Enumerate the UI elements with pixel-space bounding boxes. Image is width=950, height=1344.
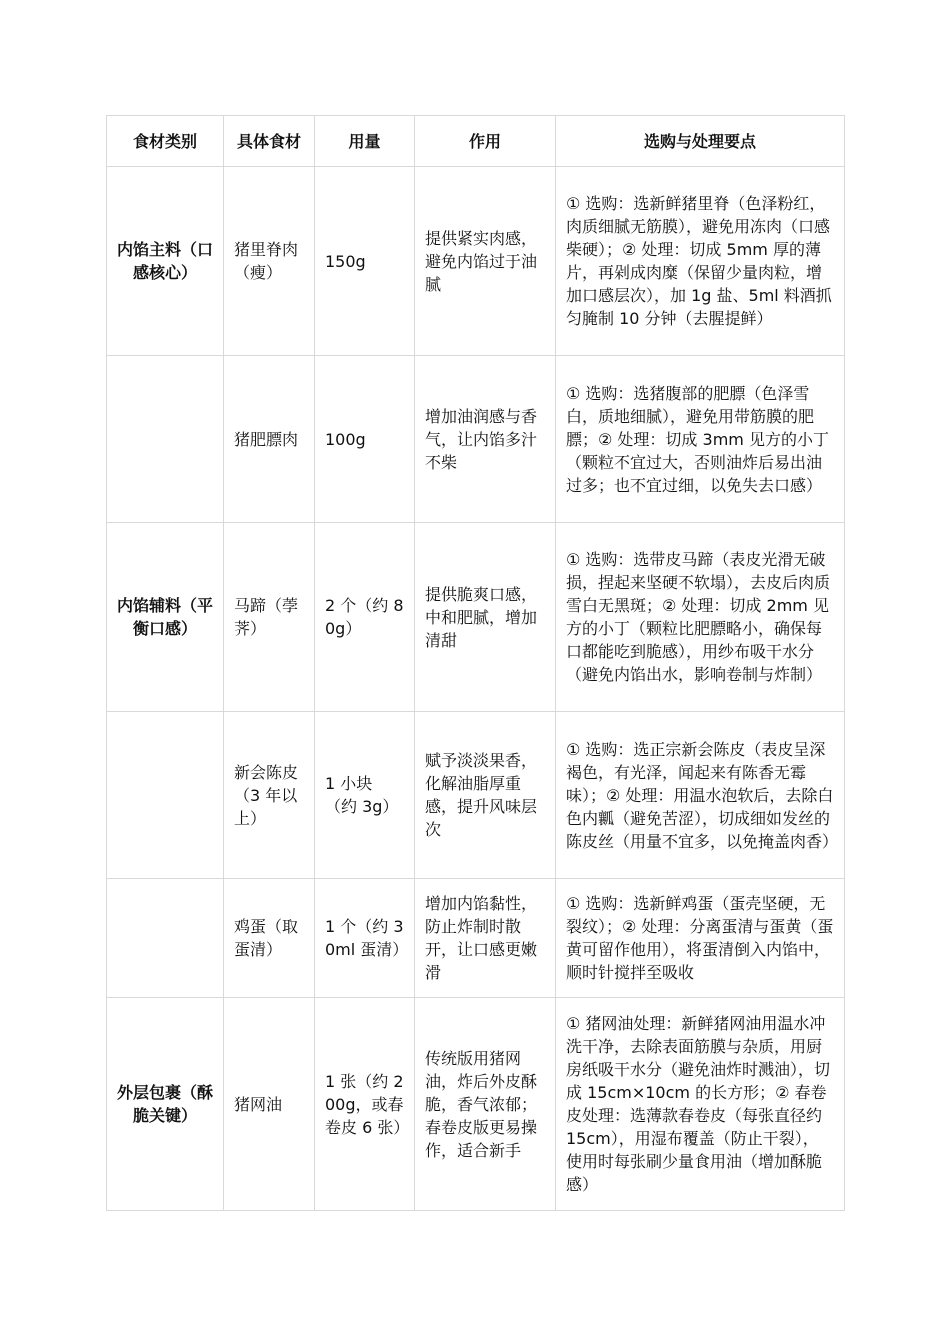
role-cell: 增加油润感与香气，让内馅多汁不柴	[415, 356, 556, 523]
role-cell: 赋予淡淡果香，化解油脂厚重感，提升风味层次	[415, 712, 556, 879]
category-cell	[107, 356, 224, 523]
category-cell	[107, 879, 224, 998]
amount-cell: 1 小块（约 3g）	[315, 712, 415, 879]
table-row	[107, 356, 845, 523]
ingredient-cell: 马蹄（荸荠）	[224, 523, 315, 712]
header-amount: 用量	[315, 116, 415, 167]
notes-cell: ① 猪网油处理：新鲜猪网油用温水冲洗干净，去除表面筋膜与杂质，用厨房纸吸干水分（避免油炸时溅油），切成 15cm×10cm 的长方形；② 春卷皮处理：选薄款春卷皮（每张直径约 15cm），用湿布覆盖（防止干裂），使用时每张刷少量食用油（增加酥脆感）	[556, 998, 845, 1211]
notes-cell: ① 选购：选正宗新会陈皮（表皮呈深褐色，有光泽，闻起来有陈香无霉味）；② 处理：用温水泡软后，去除白色内瓤（避免苦涩），切成细如发丝的陈皮丝（用量不宜多，以免掩盖肉香）	[556, 712, 845, 879]
notes-cell: ① 选购：选带皮马蹄（表皮光滑无破损，捏起来坚硬不软塌），去皮后肉质雪白无黑斑；② 处理：切成 2mm 见方的小丁（颗粒比肥膘略小，确保每口都能吃到脆感），用纱布吸干水分（避免内馅出水，影响卷制与炸制）	[556, 523, 845, 712]
notes-cell: ① 选购：选猪腹部的肥膘（色泽雪白，质地细腻），避免用带筋膜的肥膘；② 处理：切成 3mm 见方的小丁（颗粒不宜过大，否则油炸后易出油过多；也不宜过细，以免失去口感）	[556, 356, 845, 523]
ingredient-cell: 新会陈皮（3 年以上）	[224, 712, 315, 879]
notes-cell: ① 选购：选新鲜猪里脊（色泽粉红，肉质细腻无筋膜），避免用冻肉（口感柴硬）；② 处理：切成 5mm 厚的薄片，再剁成肉糜（保留少量肉粒，增加口感层次），加 1g 盐、5ml 料酒抓匀腌制 10 分钟（去腥提鲜）	[556, 167, 845, 356]
table-row	[107, 712, 845, 879]
table-row	[107, 998, 845, 1211]
ingredient-cell: 猪肥膘肉	[224, 356, 315, 523]
category-cell: 外层包裹（酥脆关键）	[107, 998, 224, 1211]
category-cell: 内馅辅料（平衡口感）	[107, 523, 224, 712]
amount-cell: 150g	[315, 167, 415, 356]
ingredient-cell: 猪里脊肉（瘦）	[224, 167, 315, 356]
table-row	[107, 523, 845, 712]
table-row	[107, 879, 845, 998]
role-cell: 增加内馅黏性，防止炸制时散开，让口感更嫩滑	[415, 879, 556, 998]
role-cell: 提供脆爽口感，中和肥腻，增加清甜	[415, 523, 556, 712]
amount-cell: 1 个（约 30ml 蛋清）	[315, 879, 415, 998]
header-role: 作用	[415, 116, 556, 167]
ingredient-cell: 猪网油	[224, 998, 315, 1211]
amount-cell: 2 个（约 80g）	[315, 523, 415, 712]
notes-cell: ① 选购：选新鲜鸡蛋（蛋壳坚硬，无裂纹）；② 处理：分离蛋清与蛋黄（蛋黄可留作他用），将蛋清倒入内馅中，顺时针搅拌至吸收	[556, 879, 845, 998]
ingredient-cell: 鸡蛋（取蛋清）	[224, 879, 315, 998]
header-notes: 选购与处理要点	[556, 116, 845, 167]
table-row	[107, 167, 845, 356]
table-header-row	[107, 116, 845, 167]
category-cell: 内馅主料（口感核心）	[107, 167, 224, 356]
ingredients-table	[106, 115, 845, 1211]
role-cell: 传统版用猪网油，炸后外皮酥脆，香气浓郁；春卷皮版更易操作，适合新手	[415, 998, 556, 1211]
amount-cell: 1 张（约 200g，或春卷皮 6 张）	[315, 998, 415, 1211]
header-ingredient: 具体食材	[224, 116, 315, 167]
header-category: 食材类别	[107, 116, 224, 167]
category-cell	[107, 712, 224, 879]
amount-cell: 100g	[315, 356, 415, 523]
role-cell: 提供紧实肉感，避免内馅过于油腻	[415, 167, 556, 356]
